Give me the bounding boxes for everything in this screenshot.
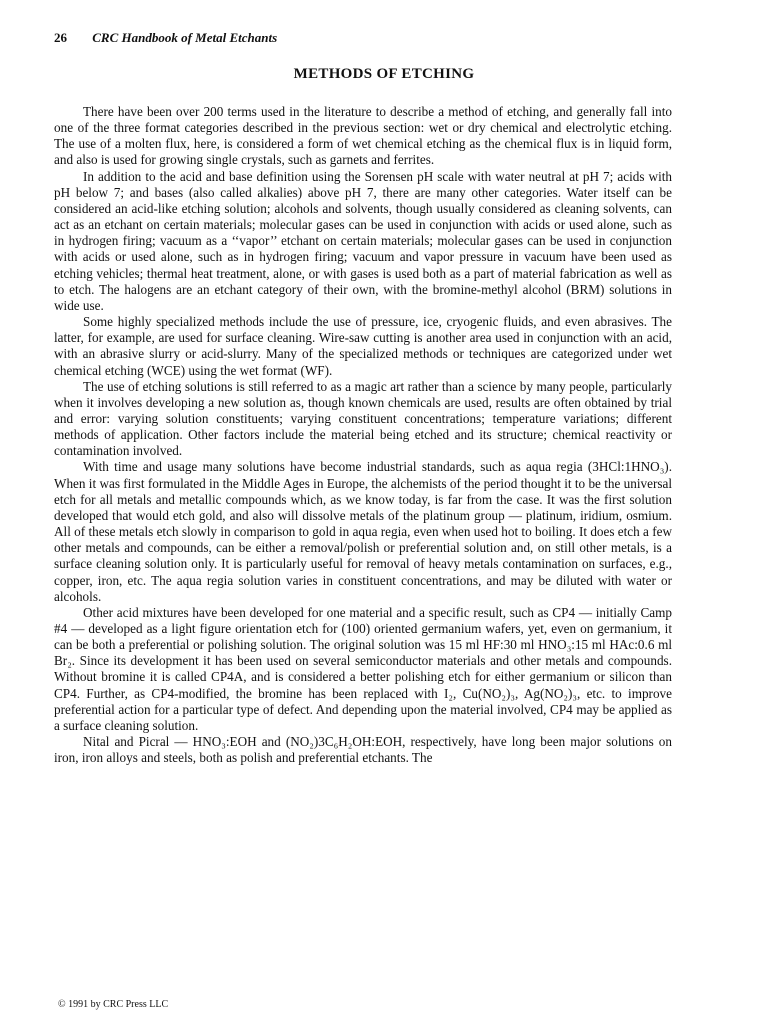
paragraph: Nital and Picral — HNO₃:EOH and (NO₂)3C₆H₂OH:EOH, respectively, have long been major solutions on iron, iron alloys and steels, both as polish and preferential etchants. The xyxy=(54,734,672,766)
section-title: METHODS OF ETCHING xyxy=(293,66,475,82)
running-header xyxy=(54,30,277,46)
paragraph: Other acid mixtures have been developed for one material and a specific result, such as CP4 — initially Camp #4 — developed as a light figure orientation etch for (100) oriented germanium wafers, yet, even on germanium, it can be both a preferential or polishing solution. The original solution was 15 ml HF:30 ml HNO₃:15 ml HAc:0.6 ml Br₂. Since its development it has been used on several semiconductor materials and other metals and compounds. Without bromine it is called CP4A, and is considered a better polishing etch for either germanium or silicon than CP4. Further, as CP4-modified, the bromine has been replaced with I₂, Cu(NO₂)₃, Ag(NO₂)₃, etc. to improve preferential action for a particular type of defect. And depending upon the material involved, CP4 may be applied as a surface cleaning solution. xyxy=(54,604,672,733)
paragraph: There have been over 200 terms used in the literature to describe a method of etching, and generally fall into one of the three format categories described in the previous section: wet or dry chemical and electrolytic etching. The use of a molten flux, here, is considered a form of wet chemical etching as the chemical flux is in liquid form, and also is used for growing single crystals, such as garnets and ferrites. xyxy=(54,104,672,168)
copyright-footer: © 1991 by CRC Press LLC xyxy=(58,999,169,1010)
paragraph: With time and usage many solutions have become industrial standards, such as aqua regia (3HCl:1HNO₃). When it was first formulated in the Middle Ages in Europe, the alchemists of the period thought it to be the universal etch for all metals and metallic compounds which, as we know today, is far from the case. It was the first solution developed that would etch gold, and also will dissolve metals of the platinum group — platinum, iridium, osmium. All of these metals etch slowly in comparison to gold in aqua regia, even when used hot to boiling. It does etch a few other metals and compounds, can be either a removal/polish or preferential solution and, on still other metals, is a surface cleaning solution only. It is particularly useful for removal of heavy metals contamination on surfaces, e.g., copper, iron, etc. The aqua regia solution varies in constituent concentrations, and may be diluted with water or alcohols. xyxy=(54,459,672,604)
paragraph: Some highly specialized methods include the use of pressure, ice, cryogenic fluids, and even abrasives. The latter, for example, are used for surface cleaning. Wire-saw cutting is another area used in conjunction with an acid, with an abrasive slurry or acid-slurry. Many of the specialized methods or techniques are categorized under wet chemical etching (WCE) using the wet format (WF). xyxy=(54,314,672,378)
body-text xyxy=(54,104,672,766)
page-number: 26 xyxy=(54,30,67,45)
running-title: CRC Handbook of Metal Etchants xyxy=(92,30,278,45)
paragraph: In addition to the acid and base definition using the Sorensen pH scale with water neutral at pH 7; acids with pH below 7; and bases (also called alkalies) above pH 7, there are many other categories. Water itself can be considered an acid-like etching solution; alcohols and solvents, though usually considered as cleaning solvents, can act as an etchant on certain materials; molecular gases can be used in conjunction with acids or used alone, such as in hydrogen firing; vacuum as a ‘‘vapor’’ etchant on certain materials; molecular gases can be used in conjunction with acids or used alone, such as in hydrogen firing; vacuum and vapor pressure in vacuum have been used as etching vehicles; thermal heat treatment, alone, or with gases is used both as a part of material fabrication as well as to etch. The halogens are an etchant category of their own, with the bromine-methyl alcohol (BRM) solutions in wide use. xyxy=(54,168,672,313)
paragraph: The use of etching solutions is still referred to as a magic art rather than a science by many people, particularly when it involves developing a new solution as, though known chemicals are used, results are often obtained by trial and error: varying solution constituents; varying constituent concentrations; temperature variations; different methods of application. Other factors include the material being etched and its structure; chemical reactivity or contamination involved. xyxy=(54,378,672,459)
